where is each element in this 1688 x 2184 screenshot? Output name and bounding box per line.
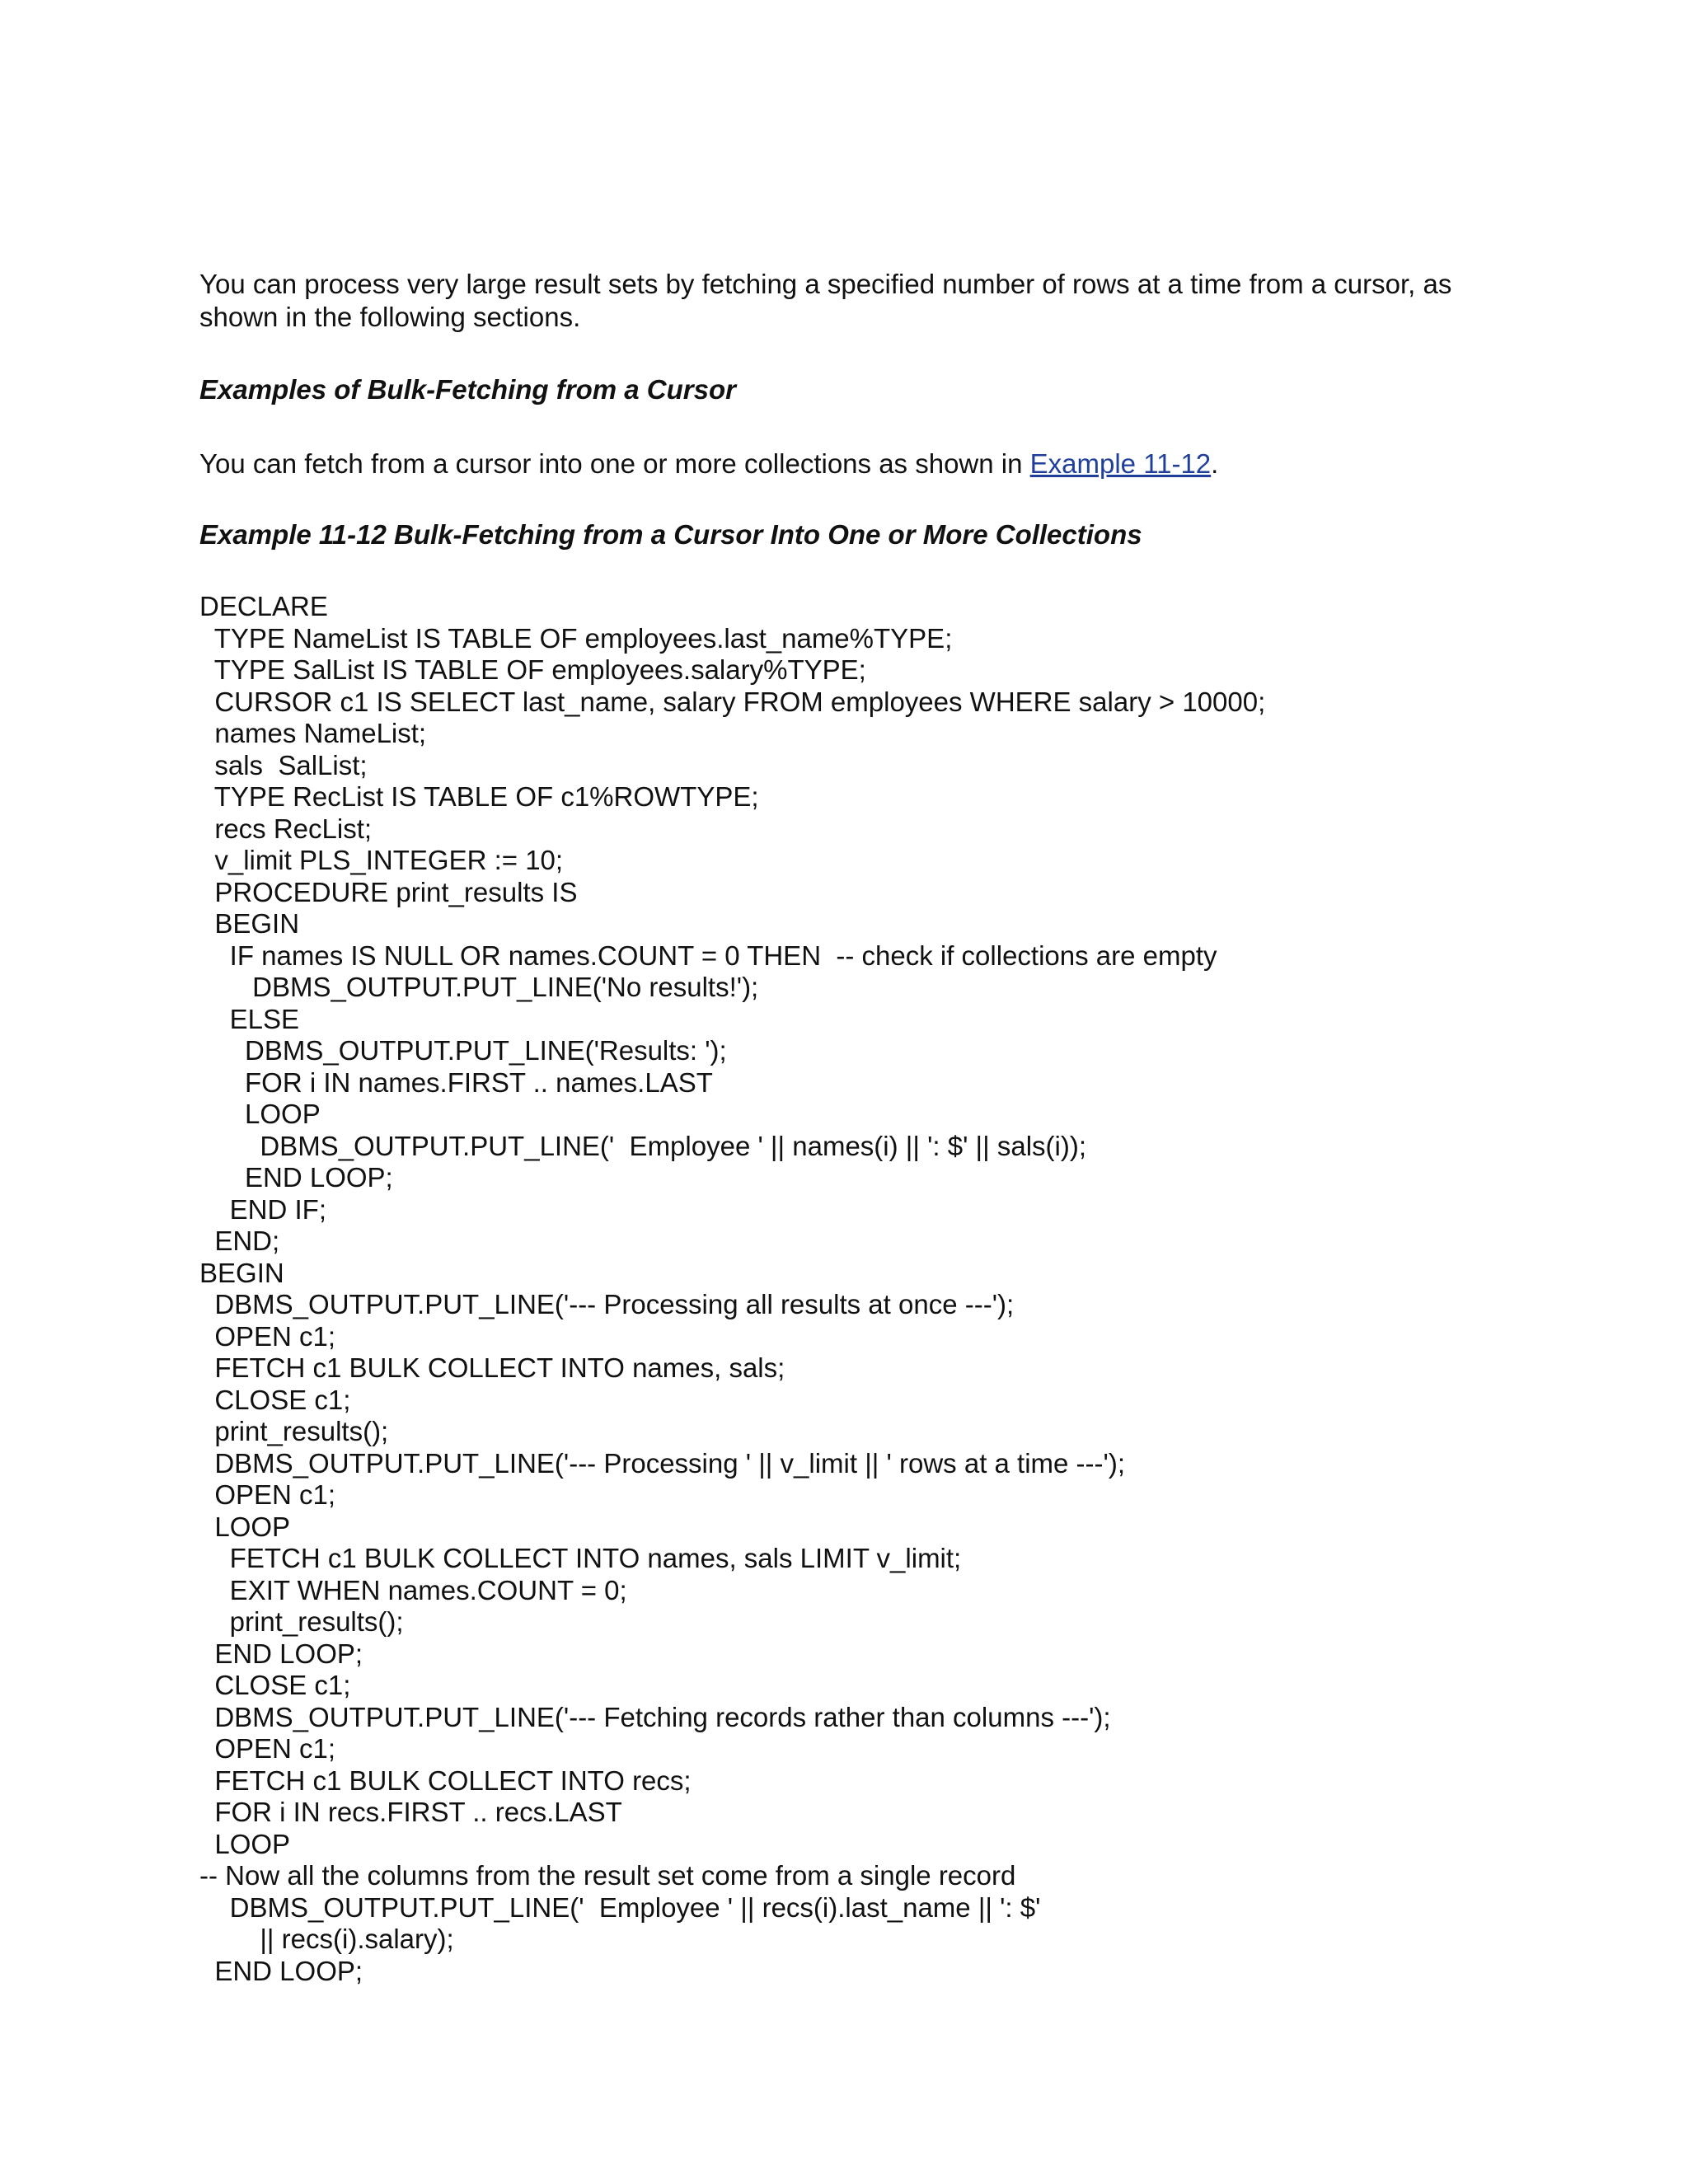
code-line: LOOP <box>199 1511 291 1542</box>
code-line: FETCH c1 BULK COLLECT INTO recs; <box>199 1765 692 1796</box>
code-line: ELSE <box>199 1003 300 1034</box>
code-line: END IF; <box>199 1193 327 1225</box>
fetch-paragraph <box>199 448 1535 480</box>
code-line: CLOSE c1; <box>199 1670 351 1700</box>
code-line: names NameList; <box>199 718 427 748</box>
example-heading: Example 11-12 Bulk-Fetching from a Cursor Into One or More Collections <box>199 519 1142 550</box>
code-line: DBMS_OUTPUT.PUT_LINE('Results: '); <box>199 1035 727 1066</box>
example-11-12-link[interactable]: Example 11-12 <box>1029 448 1212 479</box>
code-line: END LOOP; <box>199 1162 393 1193</box>
code-line: || recs(i).salary); <box>199 1924 454 1954</box>
code-block <box>199 591 1535 1987</box>
code-line: -- Now all the columns from the result set come from a single record <box>199 1860 1016 1891</box>
code-line: END; <box>199 1226 280 1256</box>
code-line: LOOP <box>199 1828 291 1859</box>
code-line: DECLARE <box>199 591 328 621</box>
code-line: IF names IS NULL OR names.COUNT = 0 THEN -- check if collections are empty <box>199 940 1217 971</box>
code-line: OPEN c1; <box>199 1320 336 1352</box>
code-line: DBMS_OUTPUT.PUT_LINE(' Employee ' || recs(i).last_name || ': $' <box>199 1891 1041 1923</box>
fetch-paragraph-text: You can fetch from a cursor into one or more collections as shown in <box>199 448 1030 479</box>
code-line: DBMS_OUTPUT.PUT_LINE('No results!'); <box>199 972 759 1002</box>
code-line: print_results(); <box>199 1416 389 1446</box>
code-line: DBMS_OUTPUT.PUT_LINE(' Employee ' || names(i) || ': $' || sals(i)); <box>199 1130 1087 1161</box>
code-line: recs RecList; <box>199 813 373 844</box>
code-line: CURSOR c1 IS SELECT last_name, salary FROM employees WHERE salary > 10000; <box>199 686 1266 717</box>
code-line: EXIT WHEN names.COUNT = 0; <box>199 1574 627 1605</box>
code-line: print_results(); <box>199 1606 404 1637</box>
code-line: TYPE RecList IS TABLE OF c1%ROWTYPE; <box>199 781 759 812</box>
code-line: OPEN c1; <box>199 1479 336 1510</box>
code-line: DBMS_OUTPUT.PUT_LINE('--- Fetching records rather than columns ---'); <box>199 1701 1111 1732</box>
code-line: TYPE NameList IS TABLE OF employees.last_name%TYPE; <box>199 622 953 654</box>
code-line: TYPE SalList IS TABLE OF employees.salary%TYPE; <box>199 654 866 685</box>
code-line: END LOOP; <box>199 1955 363 1986</box>
code-line: BEGIN <box>199 908 300 939</box>
code-line: CLOSE c1; <box>199 1384 351 1415</box>
code-line: FETCH c1 BULK COLLECT INTO names, sals; <box>199 1352 785 1383</box>
code-line: BEGIN <box>199 1257 284 1288</box>
code-line: LOOP <box>199 1099 321 1129</box>
section-heading: Examples of Bulk-Fetching from a Cursor <box>199 374 736 405</box>
intro-paragraph: You can process very large result sets by fetching a specified number of rows at a time from a cursor, as shown in the following sections. <box>199 269 1452 332</box>
code-line: END LOOP; <box>199 1638 363 1669</box>
code-line: sals SalList; <box>199 749 368 780</box>
code-line: PROCEDURE print_results IS <box>199 876 578 907</box>
code-line: FETCH c1 BULK COLLECT INTO names, sals LIMIT v_limit; <box>199 1543 962 1573</box>
fetch-paragraph-period: . <box>1211 448 1219 479</box>
code-line: v_limit PLS_INTEGER := 10; <box>199 845 564 875</box>
code-line: OPEN c1; <box>199 1733 336 1764</box>
code-line: FOR i IN names.FIRST .. names.LAST <box>199 1066 713 1098</box>
document-page <box>199 268 1535 1987</box>
code-line: FOR i IN recs.FIRST .. recs.LAST <box>199 1797 622 1827</box>
code-line: DBMS_OUTPUT.PUT_LINE('--- Processing ' || v_limit || ' rows at a time ---'); <box>199 1447 1125 1479</box>
code-line: DBMS_OUTPUT.PUT_LINE('--- Processing all results at once ---'); <box>199 1289 1015 1319</box>
